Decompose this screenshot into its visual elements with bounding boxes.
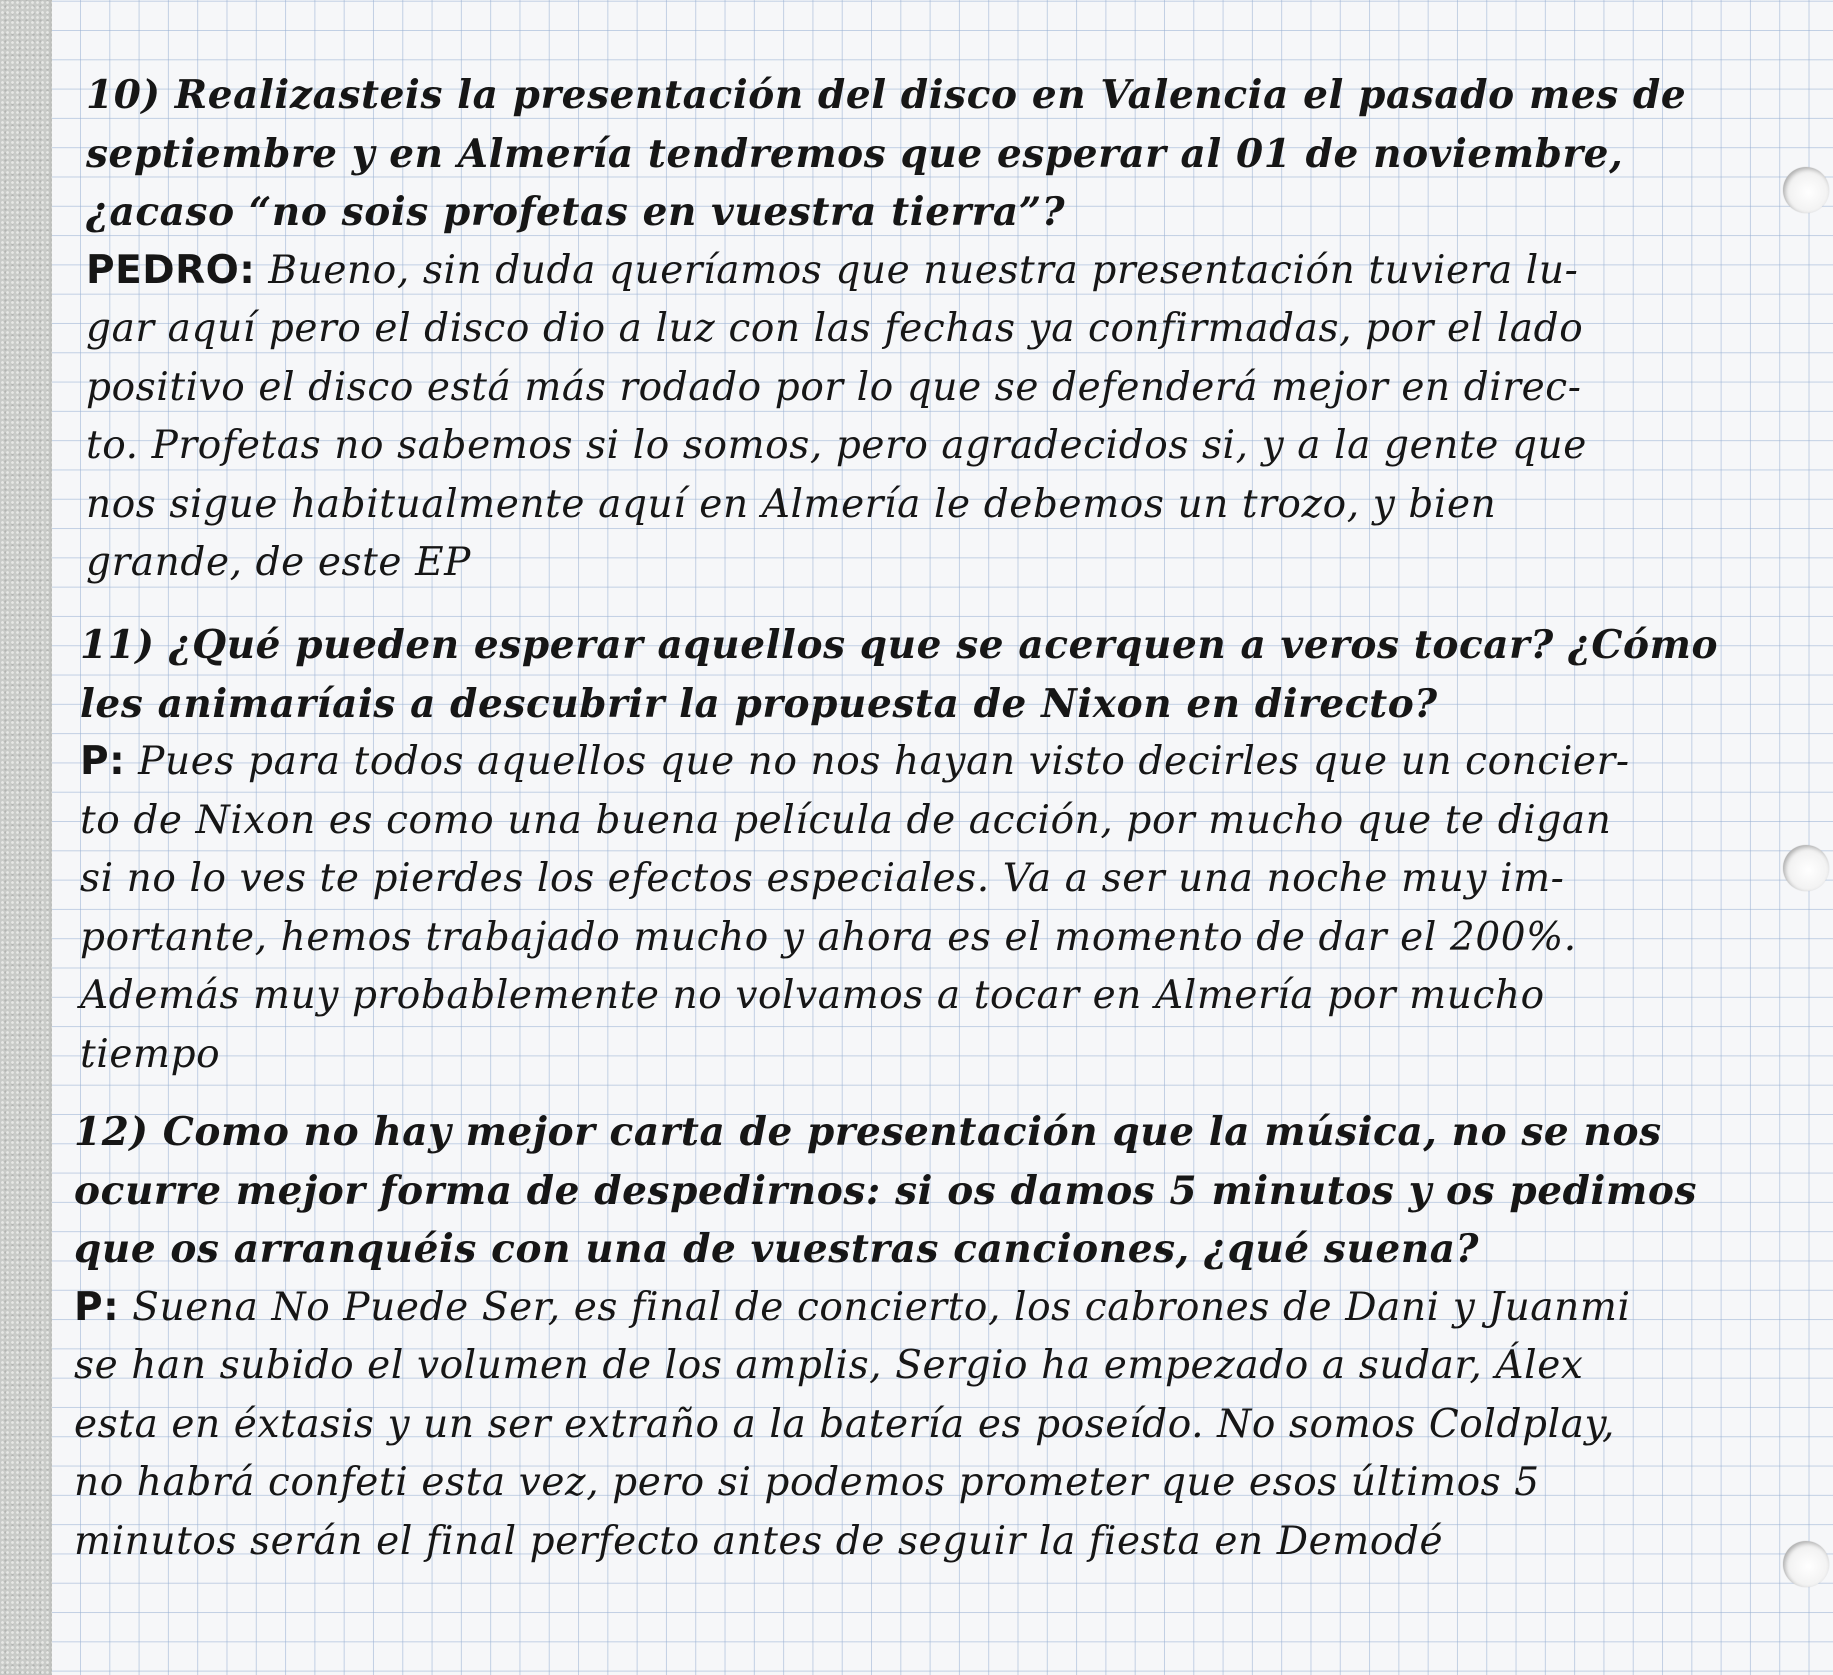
question-line: septiembre y en Almería tendremos que esperar al 01 de noviembre, [86, 130, 1624, 177]
answer-line: Además muy probablemente no volvamos a tocar en Almería por mucho [80, 973, 1545, 1018]
answer-text: Pues para todos aquellos que no nos hayan visto decirles que un concier- [125, 739, 1630, 784]
punch-hole [1783, 845, 1829, 891]
interview-item-11 [80, 616, 1720, 1084]
answer-first-line [80, 733, 1720, 792]
answer-line: grande, de este EP [86, 540, 472, 585]
question-line: ocurre mejor forma de despedirnos: si os damos 5 minutos y os pedimos [74, 1167, 1697, 1214]
answer-text: Suena No Puede Ser, es final de concierto, los cabrones de Dani y Juanmi [119, 1284, 1631, 1330]
interview-item-12 [74, 1103, 1714, 1571]
answer-line: minutos serán el final perfecto antes de seguir la fiesta en Demodé [74, 1518, 1444, 1564]
question-line: 11) ¿Qué pueden esperar aquellos que se acerquen a veros tocar? ¿Cómo [80, 622, 1719, 668]
perforated-binding-strip [0, 0, 52, 1675]
answer-line: tiempo [80, 1031, 221, 1077]
answer-text: Bueno, sin duda queríamos que nuestra presentación tuviera lu- [255, 247, 1579, 293]
speaker-label: P: [74, 1284, 120, 1330]
speaker-label: PEDRO: [86, 247, 256, 293]
answer-first-line [74, 1279, 1714, 1338]
interview-item-10 [86, 66, 1726, 593]
answer-line: to. Profetas no sabemos si lo somos, pero agradecidos si, y a la gente que [86, 423, 1587, 468]
question-line: 10) Realizasteis la presentación del disco en Valencia el pasado mes de [86, 72, 1687, 118]
answer-line: se han subido el volumen de los amplis, Sergio ha empezado a sudar, Álex [74, 1343, 1584, 1388]
question-line: ¿acaso “no sois profetas en vuestra tierra”? [86, 189, 1066, 235]
answer-line: no habrá confeti esta vez, pero si podemos prometer que esos últimos 5 [74, 1460, 1540, 1505]
question-line: les animaríais a descubrir la propuesta de Nixon en directo? [80, 680, 1438, 727]
answer-line: si no lo ves te pierdes los efectos especiales. Va a ser una noche muy im- [80, 856, 1565, 901]
answer-line: esta en éxtasis y un ser extraño a la batería es poseído. No somos Coldplay, [74, 1401, 1615, 1447]
punch-hole [1783, 1541, 1829, 1587]
answer-line: nos sigue habitualmente aquí en Almería le debemos un trozo, y bien [86, 481, 1497, 527]
question-line: que os arranquéis con una de vuestras canciones, ¿qué suena? [74, 1226, 1480, 1272]
answer-line: portante, hemos trabajado mucho y ahora es el momento de dar el 200%. [80, 914, 1577, 960]
answer-line: to de Nixon es como una buena película de acción, por mucho que te digan [80, 797, 1612, 843]
speaker-label: P: [80, 739, 126, 784]
answer-line: gar aquí pero el disco dio a luz con las fechas ya confirmadas, por el lado [86, 306, 1584, 351]
question-line: 12) Como no hay mejor carta de presentación que la música, no se nos [74, 1109, 1662, 1155]
answer-line: positivo el disco está más rodado por lo que se defenderá mejor en direc- [86, 364, 1582, 410]
punch-hole [1783, 167, 1829, 213]
answer-first-line [86, 242, 1726, 301]
